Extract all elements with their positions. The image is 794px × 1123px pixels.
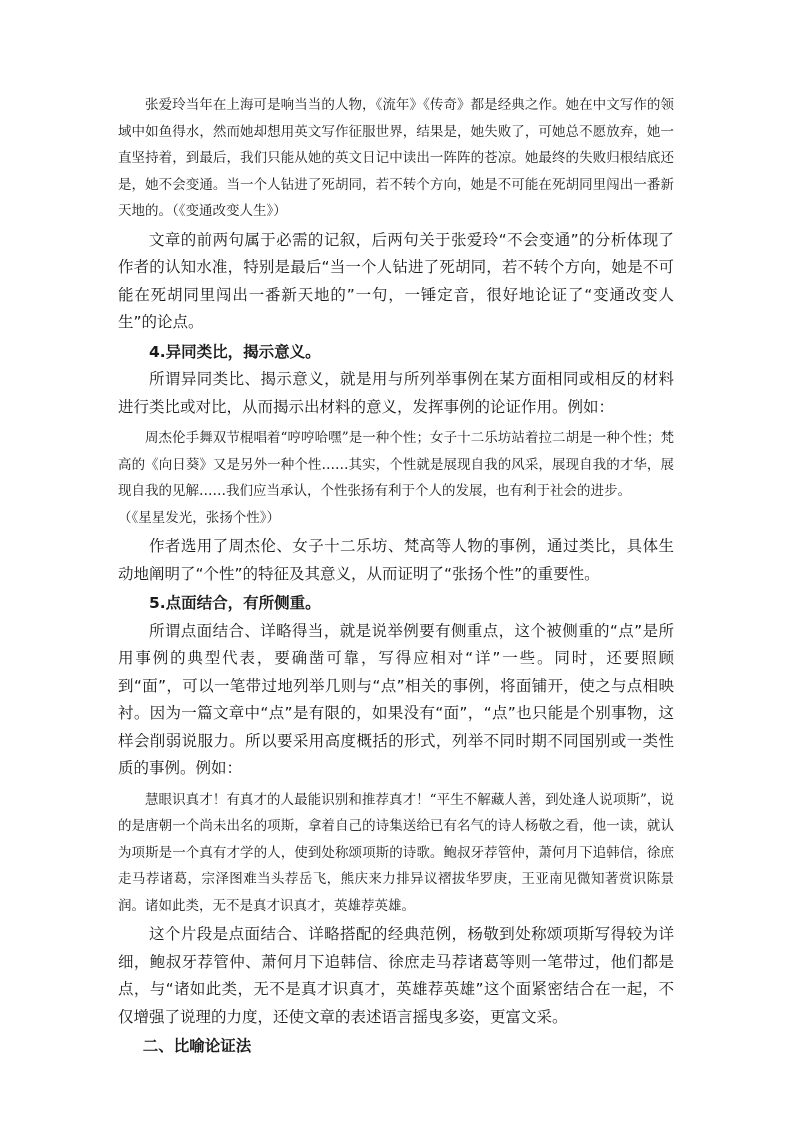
- quote-zhang-ailing: 张爱玲当年在上海可是响当当的人物，《流年》《传奇》都是经典之作。她在中文写作的领域中如鱼得水，然而她却想用英文写作征服世界，结果是，她失败了，可她总不愿放弃，她一直坚持着，到最后，我们只能从她的英文日记中读出一阵阵的苍凉。她最终的失败归根结底还是，她不会变通。当一个人钻进了死胡同，若不转个方向，她是不可能在死胡同里闯出一番新天地的。（《变通改变人生》）: [118, 97, 674, 219]
- explanation-paragraph-2: 所谓异同类比、揭示意义，就是用与所列举事例在某方面相同或相反的材料进行类比或对比，从而揭示出材料的意义，发挥事例的论证作用。例如：: [118, 370, 674, 416]
- quote-talent: 慧眼识真才！有真才的人最能识别和推荐真才！“平生不解藏人善，到处逢人说项斯”，说的是唐朝一个尚未出名的项斯，拿着自己的诗集送给已有名气的诗人杨敬之看，他一读，就认为项斯是一个真有才学的人，使到处称颂项斯的诗歌。鲍叔牙荐管仲，萧何月下追韩信，徐庶走马荐诸葛，宗泽图难当头荐岳飞，熊庆来力排异议褶拔华罗庚，王亚南见微知著赏识陈景润。诸如此类，无不是真才识真才，英雄荐英雄。: [118, 791, 674, 914]
- quote-personality-block: [118, 425, 674, 531]
- analysis-paragraph-1: 文章的前两句属于必需的记叙，后两句关于张爱玲“不会变通”的分析体现了作者的认知水准，特别是最后“当一个人钻进了死胡同，若不转个方向，她是不可能在死胡同里闯出一番新天地的”一句，一锤定音，很好地论证了“变通改变人生”的论点。: [118, 230, 674, 331]
- explanation-paragraph-4: 所谓点面结合、详略得当，就是说举例要有侧重点，这个被侧重的“点”是所用事例的典型代表，要确凿可靠，写得应相对“详”一些。同时，还要照顾到“面”，可以一笔带过地列举几则与“点”相关的事例，将面铺开，使之与点相映衬。因为一篇文章中“点”是有限的，如果没有“面”，“点”也只能是个别事物，这样会削弱说服力。所以要采用高度概括的形式，列举不同时期不同国别或一类性质的事例。例如：: [118, 621, 674, 777]
- document-content: [118, 92, 674, 1061]
- analysis-paragraph-5: 这个片段是点面结合、详略搭配的经典范例，杨敬到处称颂项斯写得较为详细，鲍叔牙荐管仲、萧何月下追韩信、徐庶走马荐诸葛等则一笔带过，他们都是点，与“诸如此类，无不是真才识真才，英雄荐英雄”这个面紧密结合在一起，不仅增强了说理的力度，还使文章的表述语言摇曳多姿，更富文采。: [118, 925, 674, 1026]
- heading-5: 5.点面结合，有所侧重。: [149, 594, 321, 612]
- quote-personality-citation: （《星星发光，张扬个性》）: [118, 509, 280, 526]
- analysis-paragraph-3: 作者选用了周杰伦、女子十二乐坊、梵高等人物的事例，通过类比，具体生动地阐明了“个性”的特征及其意义，从而证明了“张扬个性”的重要性。: [118, 537, 674, 583]
- section-heading-2: 二、比喻论证法: [142, 1037, 252, 1055]
- heading-4: 4.异同类比，揭示意义。: [149, 342, 321, 361]
- quote-personality: 周杰伦手舞双节棍唱着“哼哼哈嘿”是一种个性；女子十二乐坊站着拉二胡是一种个性；梵高的《向日葵》又是另外一种个性……其实，个性就是展现自我的风采，展现自我的才华，展现自我的见解……我们应当承认，个性张扬有利于个人的发展，也有利于社会的进步。: [118, 430, 674, 499]
